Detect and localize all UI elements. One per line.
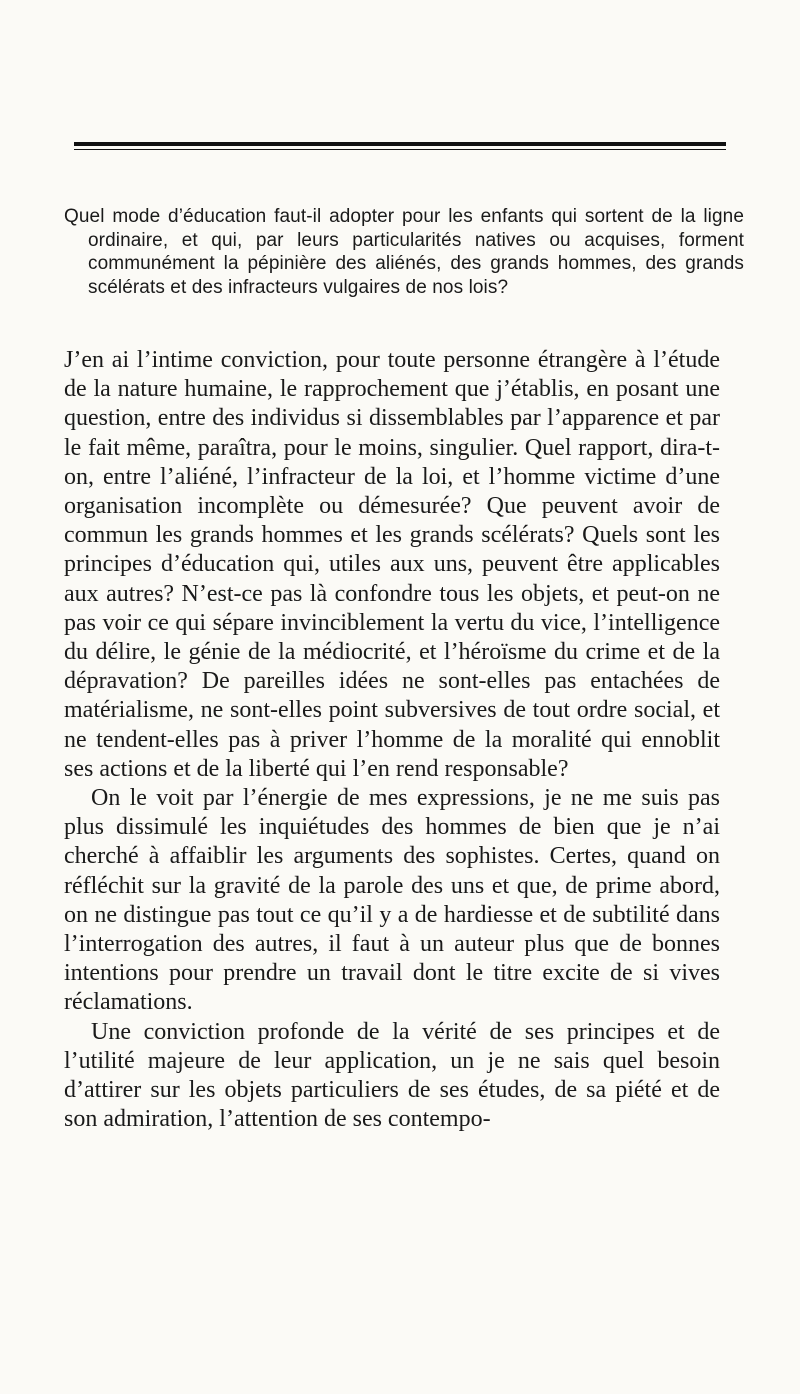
header-rule-thick: [74, 142, 726, 146]
paragraph-2: On le voit par l’énergie de mes expressions, je ne me suis pas plus dissimulé les inquiétudes des hommes de bien que je n’ai cherché à affaiblir les arguments des sophistes. Certes, quand on réfléchit sur la gravité de la parole des uns et que, de prime abord, on ne distingue pas tout ce qu’il y a de hardiesse et de subtilité dans l’interrogation des autres, il faut à un auteur plus que de bonnes intentions pour prendre un travail dont le titre excite de si vives réclamations.: [64, 785, 720, 1016]
header-rule-thin: [74, 149, 726, 150]
body-text: [64, 346, 720, 1134]
paragraph-3: Une conviction profonde de la vérité de ses principes et de l’utilité majeure de leur application, un je ne sais quel besoin d’attirer sur les objets particuliers de ses études, de sa piété et de son admiration, l’attention de ses contempo-: [64, 1018, 720, 1133]
paragraph-1: J’en ai l’intime conviction, pour toute personne étrangère à l’étude de la nature humaine, le rapprochement que j’établis, en posant une question, entre des individus si dissemblables par l’apparence et par le fait même, paraîtra, pour le moins, singulier. Quel rapport, dira-t-on, entre l’aliéné, l’infracteur de la loi, et l’homme victime d’une organisation incomplète ou démesurée? Que peuvent avoir de commun les grands hommes et les grands scélérats? Quels sont les principes d’éducation qui, utiles aux uns, peuvent être applicables aux autres? N’est-ce pas là confondre tous les objets, et peut-on ne pas voir ce qui sépare invinciblement la vertu du vice, l’intelligence du délire, le génie de la médiocrité, et l’héroïsme du crime et de la dépravation? De pareilles idées ne sont-elles pas entachées de matérialisme, ne sont-elles point subversives de tout ordre social, et ne tendent-elles pas à priver l’homme de la moralité qui ennoblit ses actions et de la liberté qui l’en rend responsable?: [64, 347, 720, 782]
epigraph-question: Quel mode d’éducation faut-il adopter pour les enfants qui sortent de la ligne ordinaire, et qui, par leurs particularités natives ou acquises, forment communément la pépinière des aliénés, des grands hommes, des grands scélérats et des infracteurs vulgaires de nos lois?: [64, 206, 744, 298]
